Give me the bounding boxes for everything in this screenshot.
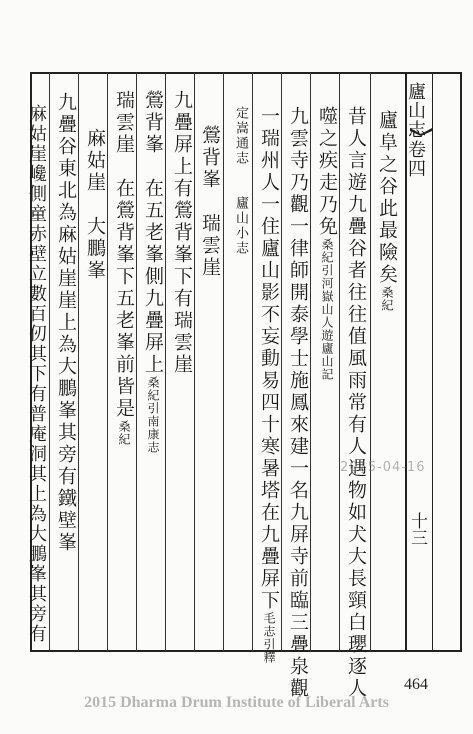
text-column: 一瑞州人一住廬山影不妄動易四十寒暑塔在九疊屏下毛志引釋 <box>258 106 280 664</box>
column-rule <box>107 72 108 652</box>
margin-volume: 卷四 <box>405 140 426 178</box>
fish-tail-marker <box>410 128 432 136</box>
section-heading: 麻姑崖 大鵬峯 <box>84 128 106 282</box>
section-heading: 鶯背峯 瑞雲崖 <box>199 125 221 279</box>
margin-leaf-number: 十三 <box>407 512 427 546</box>
text-column: 昔人言遊九疊谷者往往值風雨常有人遇物如犬大長頸白瓔逐人 <box>345 106 367 700</box>
text-column: 瑞雲崖 在鶯背峯下五老峯前皆是桑紀 <box>113 90 135 446</box>
margin-book-title: 廬山志 <box>405 82 426 139</box>
text-column: 麻姑崖巉側童赤壁立數百仞其下有普庵洞其上為大鵬峯其旁有 <box>26 104 47 644</box>
column-rule <box>252 72 253 652</box>
column-rule <box>136 72 137 652</box>
page-number: 464 <box>404 676 428 693</box>
column-rule <box>78 72 79 652</box>
watermark: 2015 Dharma Drum Institute of Liberal Arts <box>84 694 389 711</box>
column-rule <box>281 72 282 652</box>
column-rule <box>165 72 166 652</box>
text-column: 九疊谷東北為麻姑崖崖上為大鵬峯其旁有鐵壁峯 <box>55 92 77 554</box>
column-rule <box>194 72 195 652</box>
column-rule <box>223 72 224 652</box>
text-column: 廬阜之谷此最險矣桑紀 <box>376 110 398 312</box>
column-rule <box>310 72 311 652</box>
text-column-note: 定嵩通志 廬山小志 <box>233 106 248 256</box>
text-column: 噬之疾走乃免桑紀引河嶽山人遊廬山記 <box>316 106 338 381</box>
text-column: 九疊屏上有鶯背峯下有瑞雲崖 <box>171 90 193 376</box>
text-column: 鶯背峯 在五老峯側九疊屏上桑紀引南康志 <box>142 90 164 454</box>
date-stamp: 2015-04-16 <box>340 460 426 475</box>
column-rule <box>370 72 371 652</box>
column-rule <box>49 72 50 652</box>
column-rule <box>339 72 340 652</box>
text-column: 九雲寺乃觀一律師開泰學士施鳳來建一名九屏寺前臨三疊泉觀 <box>287 106 309 700</box>
